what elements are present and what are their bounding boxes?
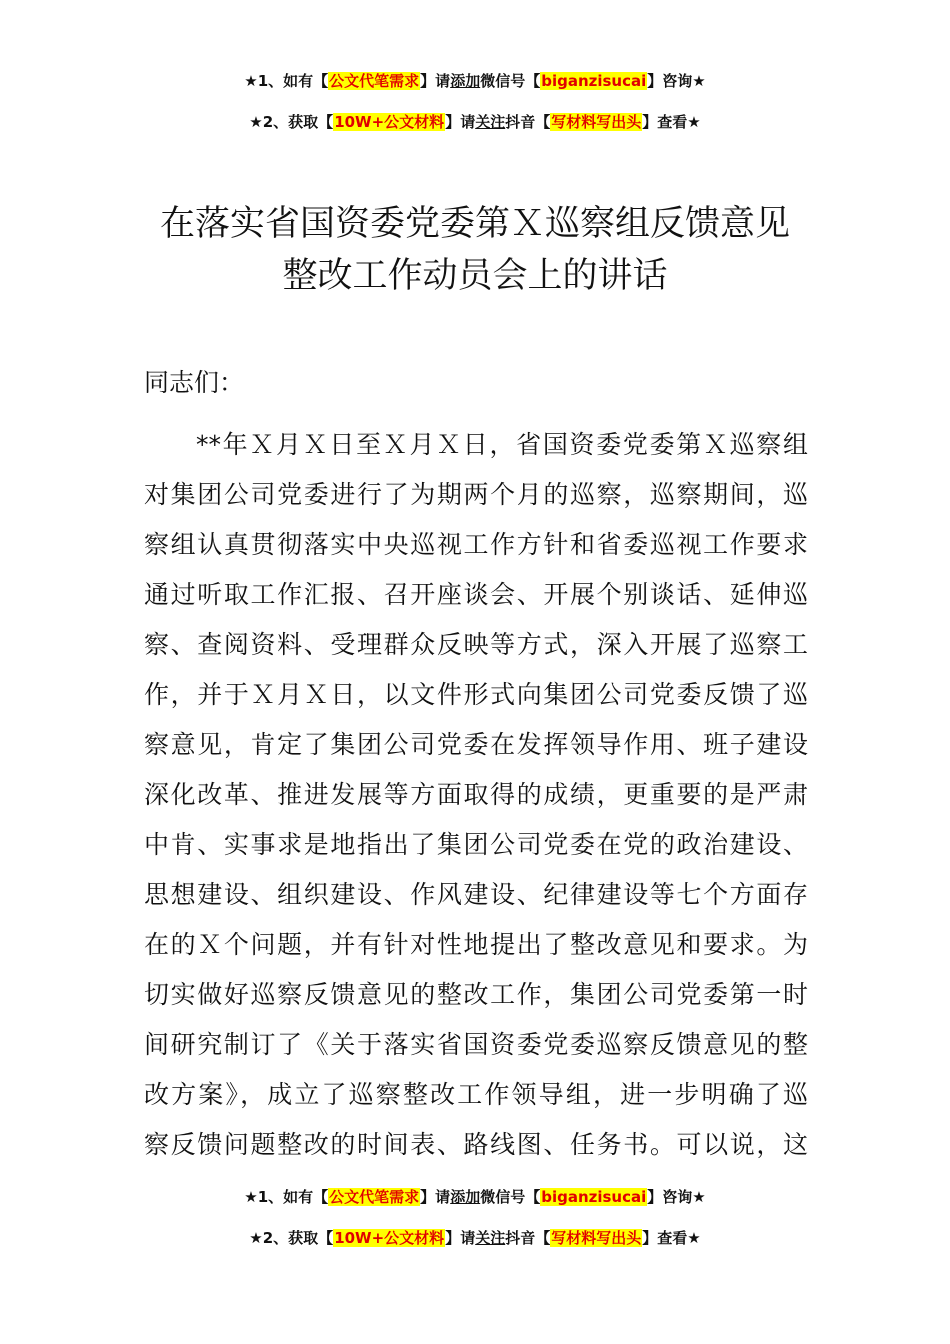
highlight-douyin: 写材料写出头 — [551, 113, 642, 131]
banner-text: 】查看★ — [642, 1229, 701, 1247]
banner-text: ★1、如有【 — [244, 1188, 329, 1206]
highlight-ghostwriting: 公文代笔需求 — [329, 72, 420, 90]
body-line: 通过听取工作汇报、召开座谈会、开展个别谈话、延伸巡 — [144, 580, 808, 609]
body-line: 察、查阅资料、受理群众反映等方式，深入开展了巡察工 — [144, 630, 808, 659]
title-line-1: 在落实省国资委党委第Ｘ巡察组反馈意见 — [159, 204, 790, 244]
highlight-materials: 10W+公文材料 — [334, 113, 445, 131]
banner-text: 抖音【 — [505, 1229, 551, 1247]
highlight-materials: 10W+公文材料 — [334, 1229, 445, 1247]
body-line: **年Ｘ月Ｘ日至Ｘ月Ｘ日，省国资委党委第Ｘ巡察组 — [196, 430, 808, 459]
body-line: 察反馈问题整改的时间表、路线图、任务书。可以说，这 — [144, 1130, 808, 1159]
body-line: 间研究制订了《关于落实省国资委党委巡察反馈意见的整 — [144, 1030, 808, 1059]
body-line: 思想建设、组织建设、作风建设、纪律建设等七个方面存 — [144, 880, 808, 909]
highlight-douyin: 写材料写出头 — [551, 1229, 642, 1247]
top-banner-line-1 — [0, 70, 950, 92]
banner-text: 】咨询★ — [647, 72, 706, 90]
banner-text: 】请 — [420, 1188, 451, 1206]
banner-text: 】请 — [445, 113, 476, 131]
body-line: 切实做好巡察反馈意见的整改工作，集团公司党委第一时 — [144, 980, 808, 1009]
body-line: 深化改革、推进发展等方面取得的成绩，更重要的是严肃 — [144, 780, 808, 809]
top-banner-line-2 — [0, 111, 950, 133]
bottom-banner-line-2 — [0, 1227, 950, 1249]
banner-text: 】请 — [445, 1229, 476, 1247]
title-line-2: 整改工作动员会上的讲话 — [282, 256, 668, 296]
banner-underline-text: 关注 — [475, 113, 506, 131]
highlight-ghostwriting: 公文代笔需求 — [329, 1188, 420, 1206]
banner-text: 】请 — [420, 72, 451, 90]
bottom-banner-line-1 — [0, 1186, 950, 1208]
greeting: 同志们： — [144, 368, 245, 397]
banner-text: ★2、获取【 — [249, 1229, 334, 1247]
banner-underline-text: 关注 — [475, 1229, 506, 1247]
banner-text: 】查看★ — [642, 113, 701, 131]
document-title — [0, 198, 950, 302]
banner-text: 微信号【 — [480, 72, 541, 90]
body-line: 改方案》，成立了巡察整改工作领导组，进一步明确了巡 — [144, 1080, 808, 1109]
banner-text: 微信号【 — [480, 1188, 541, 1206]
body-line: 对集团公司党委进行了为期两个月的巡察，巡察期间，巡 — [144, 480, 808, 509]
highlight-wechat-id: biganzisucai — [541, 1188, 647, 1206]
body-paragraph — [144, 420, 808, 1170]
body-line: 作，并于Ｘ月Ｘ日，以文件形式向集团公司党委反馈了巡 — [144, 680, 808, 709]
banner-underline-text: 添加 — [450, 1188, 481, 1206]
body-line: 察意见，肯定了集团公司党委在发挥领导作用、班子建设 — [144, 730, 808, 759]
body-line: 察组认真贯彻落实中央巡视工作方针和省委巡视工作要求 — [144, 530, 808, 559]
banner-underline-text: 添加 — [450, 72, 481, 90]
banner-text: 抖音【 — [505, 113, 551, 131]
body-line: 在的Ｘ个问题，并有针对性地提出了整改意见和要求。为 — [144, 930, 808, 959]
body-line: 中肯、实事求是地指出了集团公司党委在党的政治建设、 — [144, 830, 808, 859]
banner-text: ★1、如有【 — [244, 72, 329, 90]
highlight-wechat-id: biganzisucai — [541, 72, 647, 90]
banner-text: ★2、获取【 — [249, 113, 334, 131]
banner-text: 】咨询★ — [647, 1188, 706, 1206]
